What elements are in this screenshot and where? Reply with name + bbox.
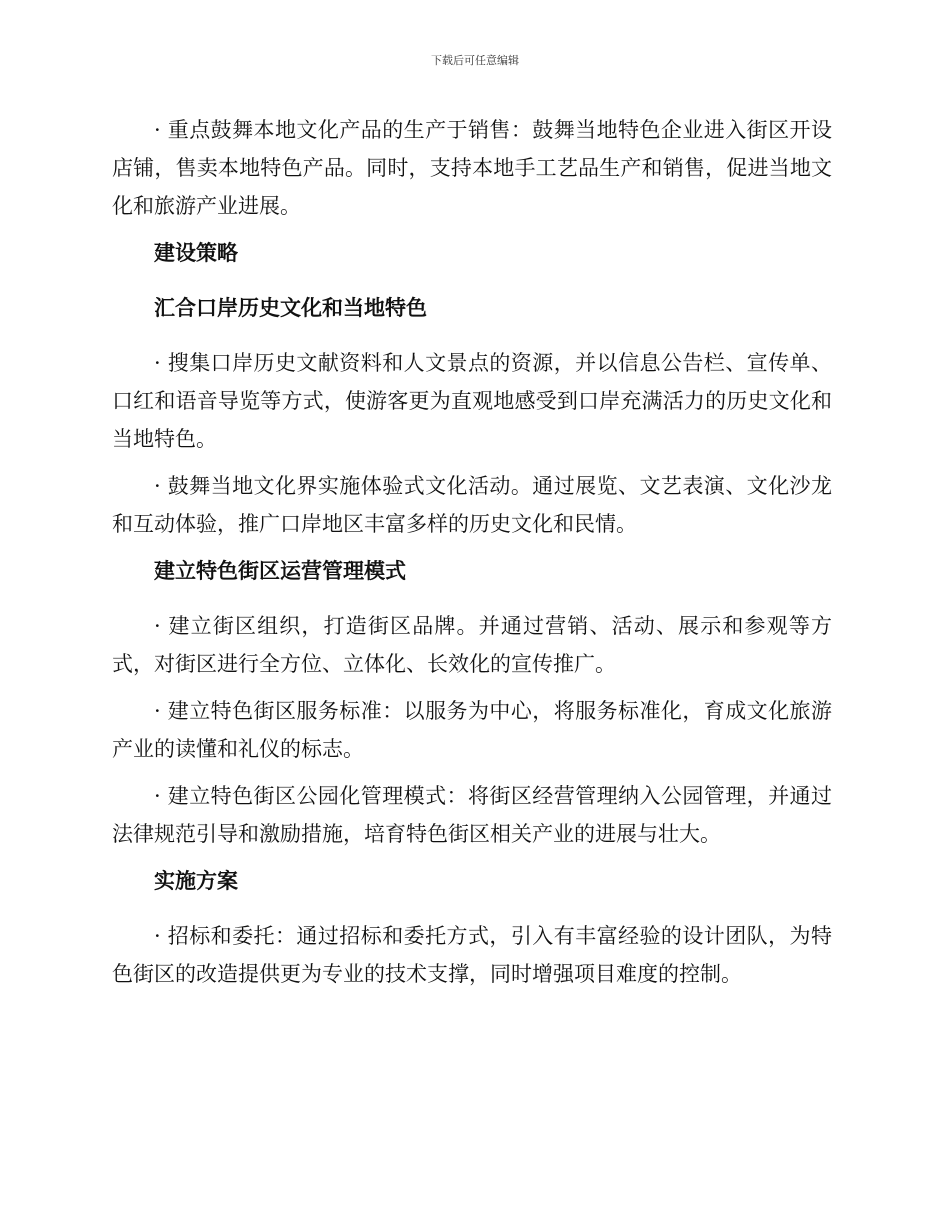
paragraph-park-management: · 建立特色街区公园化管理模式：将街区经营管理纳入公园管理，并通过法律规范引导和激励措施，培育特色街区相关产业的进展与壮大。 [112, 784, 832, 846]
heading-construction-strategy: 建设策略 [154, 240, 238, 265]
paragraph-district-brand: · 建立街区组织，打造街区品牌。并通过营销、活动、展示和参观等方式，对街区进行全方位、立体化、长效化的宣传推广。 [112, 614, 832, 676]
paragraph-collect-history: · 搜集口岸历史文献资料和人文景点的资源，并以信息公告栏、宣传单、口红和语音导览等方式，使游客更为直观地感受到口岸充满活力的历史文化和当地特色。 [112, 351, 832, 451]
heading-operation-management: 建立特色街区运营管理模式 [154, 558, 406, 583]
paragraph-local-products: · 重点鼓舞本地文化产品的生产于销售：鼓舞当地特色企业进入街区开设店铺，售卖本地特色产品。同时，支持本地手工艺品生产和销售，促进当地文化和旅游产业进展。 [112, 118, 832, 218]
heading-port-history-culture: 汇合口岸历史文化和当地特色 [154, 295, 427, 320]
heading-implementation-plan: 实施方案 [154, 868, 238, 893]
paragraph-cultural-activities: · 鼓舞当地文化界实施体验式文化活动。通过展览、文艺表演、文化沙龙和互动体验，推广口岸地区丰富多样的历史文化和民情。 [112, 474, 832, 536]
page-header-note: 下载后可任意编辑 [431, 54, 519, 67]
paragraph-service-standard: · 建立特色街区服务标准：以服务为中心，将服务标准化，育成文化旅游产业的读懂和礼仪的标志。 [112, 699, 832, 761]
paragraph-bidding-commission: · 招标和委托：通过招标和委托方式，引入有丰富经验的设计团队，为特色街区的改造提供更为专业的技术支撑，同时增强项目难度的控制。 [112, 924, 832, 986]
document-body [112, 111, 832, 1002]
